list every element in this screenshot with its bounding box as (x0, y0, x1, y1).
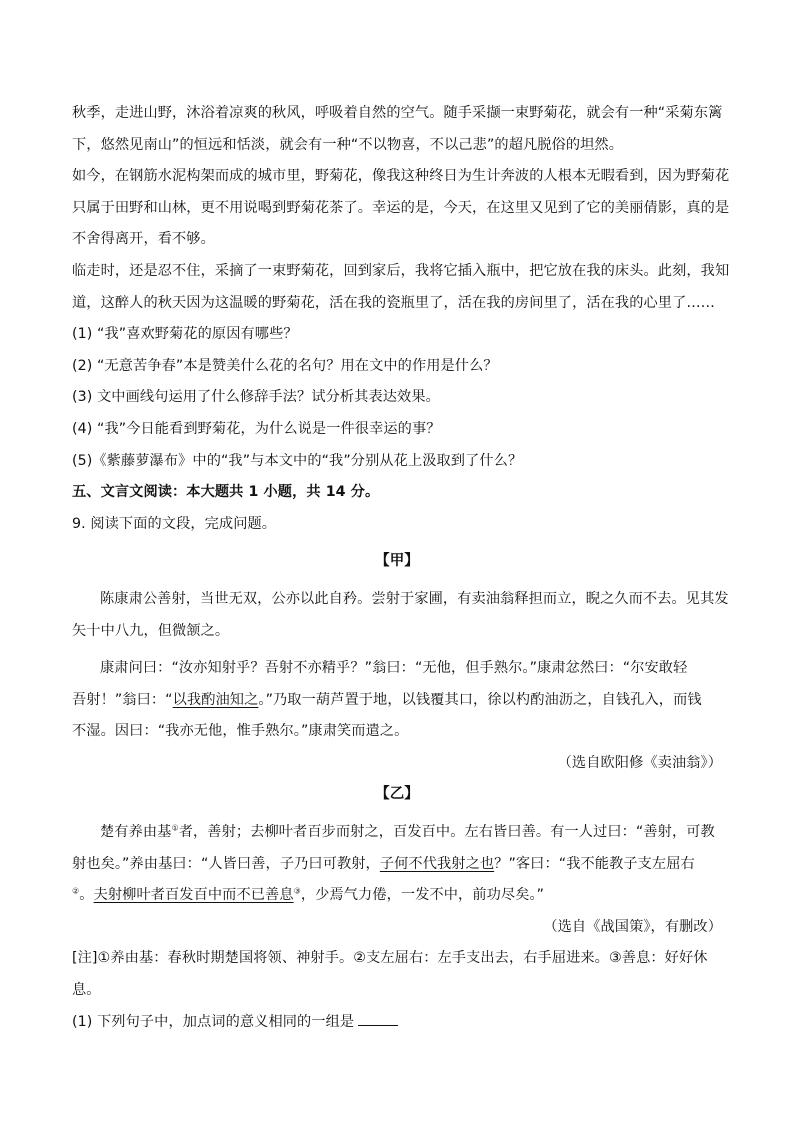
question-item: (1) “我”喜欢野菊花的原因有哪些？ (72, 326, 298, 343)
answer-blank[interactable] (358, 1011, 398, 1026)
passage-line: 只属于田野和山林，更不用说喝到野菊花茶了。幸运的是，今天，在这里又见到了它的美丽倩影，真的是 (72, 199, 730, 216)
notes-line: 息。 (72, 982, 101, 999)
question-item (72, 1007, 722, 1039)
passage-line: 如今，在钢筋水泥构架而成的城市里，野菊花，像我这种终日为生计奔波的人根本无暇看到，因为野菊花 (72, 168, 730, 185)
source-citation: （选自《战国策》，有删改） (543, 918, 722, 935)
yi-text: ？”客曰：“我不能教子支左屈右 (494, 855, 695, 872)
question-text: (1) 下列句子中，加点词的意义相同的一组是 (72, 1013, 355, 1030)
passage-line: 临走时，还是忍不住，采摘了一束野菊花，回到家后，我将它插入瓶中，把它放在我的床头。此刻，我知 (72, 262, 730, 279)
yi-line (72, 880, 722, 912)
passage-line: 不舍得离开，看不够。 (72, 231, 215, 248)
source-citation: （选自欧阳修《卖油翁》） (557, 754, 722, 771)
notes-line: [注]①养由基：春秋时期楚国将领、神射手。②支左屈右：左手支出去，右手屈进来。③善息：好好休 (72, 950, 708, 967)
yi-line (72, 817, 722, 849)
passage-line: 道，这醉人的秋天因为这温暖的野菊花，活在我的瓷瓶里了，活在我的房间里了，活在我的心里了…… (72, 294, 715, 311)
yi-line (72, 849, 722, 881)
yi-text: 射也矣。”养由基曰：“人皆曰善，子乃曰可教射， (72, 855, 380, 872)
footnote-marker: ② (72, 886, 80, 896)
yi-text: 。 (79, 887, 94, 904)
jia-line: 矢十中八九，但微颔之。 (72, 622, 230, 639)
jia-line: 不湿。因曰：“我亦无他，惟手熟尔。”康肃笑而遣之。 (72, 723, 409, 740)
footnote-marker: ① (171, 823, 179, 833)
document-page (72, 98, 730, 1038)
jia-line: 陈康肃公善射，当世无双，公亦以此自矜。尝射于家圃，有卖油翁释担而立，睨之久而不去。见其发 (100, 590, 729, 607)
underlined-sentence: 以我酌油知之 (172, 691, 259, 708)
question-stem: 9. 阅读下面的文段，完成问题。 (72, 515, 277, 532)
question-item: (5)《紫藤萝瀑布》中的“我”与本文中的“我”分别从花上汲取到了什么？ (72, 452, 523, 469)
question-item: (3) 文中画线句运用了什么修辞手法？试分析其表达效果。 (72, 389, 440, 406)
footnote-marker: ③ (293, 886, 301, 896)
jia-text: 吾射！”翁曰：“ (72, 691, 173, 708)
question-item: (2) “无意苦争春”本是赞美什么花的名句？用在文中的作用是什么？ (72, 357, 498, 374)
section-heading: 五、文言文阅读：本大题共 1 小题，共 14 分。 (72, 484, 380, 501)
passage-line: 下，悠然见南山”的恒远和恬淡，就会有一种“不以物喜，不以己悲”的超凡脱俗的坦然。 (72, 136, 623, 153)
yi-text: 者，善射；去柳叶者百步而射之，百发百中。左右皆曰善。有一人过曰：“善射，可教 (178, 824, 715, 841)
text-yi-heading: 【乙】 (375, 786, 419, 803)
yi-text: 楚有养由基 (100, 824, 172, 841)
jia-line: 康肃问曰：“汝亦知射乎？吾射不亦精乎？”翁曰：“无他，但手熟尔。”康肃忿然曰：“尔安敢轻 (100, 660, 688, 677)
passage-line: 秋季，走进山野，沐浴着凉爽的秋风，呼吸着自然的空气。随手采撷一束野菊花，就会有一种“采菊东篱 (72, 105, 723, 121)
jia-text: 。”乃取一葫芦置于地，以钱覆其口，徐以杓酌油沥之，自钱孔入，而钱 (258, 691, 702, 708)
yi-text: ，少焉气力倦，一发不中，前功尽矣。” (300, 887, 545, 904)
text-jia-heading: 【甲】 (375, 553, 419, 570)
jia-line (72, 685, 722, 717)
underlined-sentence: 夫射柳叶者百发百中而不已善息 (93, 887, 294, 904)
underlined-sentence: 子何不代我射之也 (379, 855, 495, 872)
question-item: (4) “我”今日能看到野菊花，为什么说是一件很幸运的事？ (72, 420, 441, 437)
